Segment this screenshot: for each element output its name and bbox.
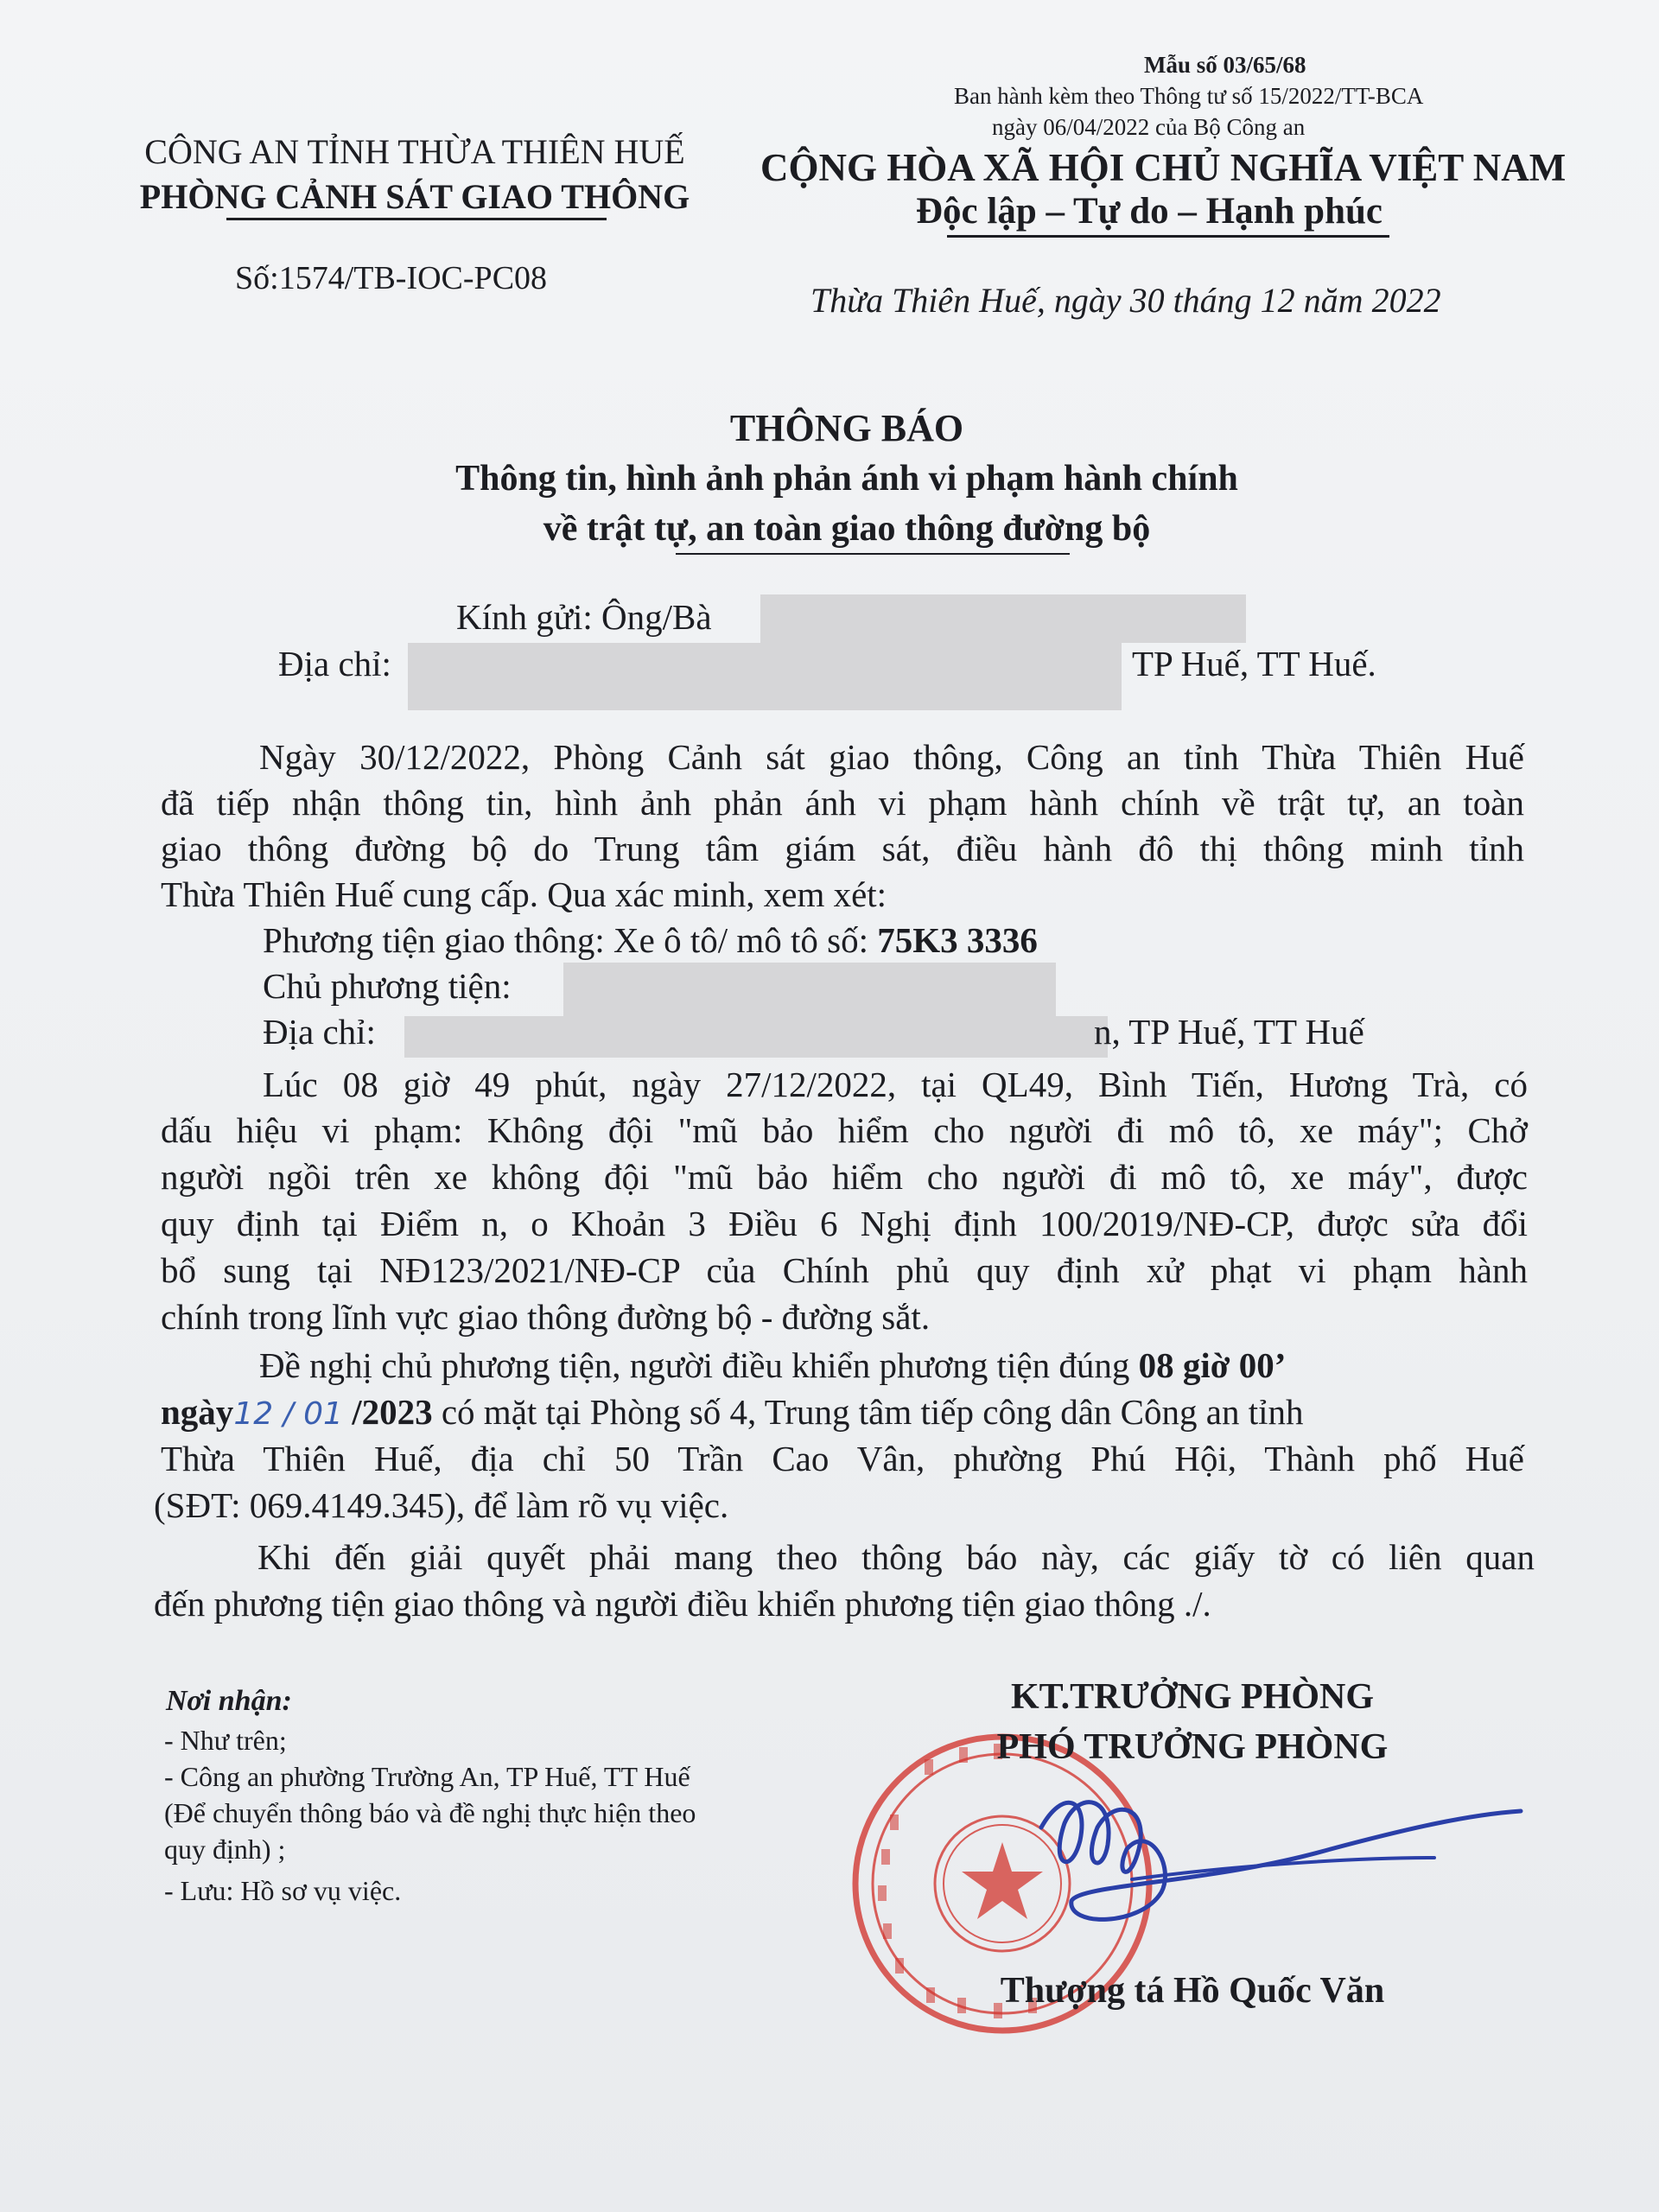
paragraph-2-line-1: Lúc 08 giờ 49 phút, ngày 27/12/2022, tại QL49, Bình Tiến, Hương Trà, có bbox=[263, 1065, 1528, 1104]
signer-name: Thượng tá Hồ Quốc Văn bbox=[1000, 1971, 1385, 2011]
recipient-line-3: (Để chuyển thông báo và đề nghị thực hiện theo bbox=[164, 1797, 696, 1828]
paragraph-2-line-4: quy định tại Điểm n, o Khoản 3 Điều 6 Nghị định 100/2019/NĐ-CP, được sửa đổi bbox=[161, 1204, 1528, 1243]
appointment-place: có mặt tại Phòng số 4, Trung tâm tiếp công dân Công an tỉnh bbox=[432, 1392, 1304, 1432]
agency-parent: CÔNG AN TỈNH THỪA THIÊN HUẾ bbox=[144, 132, 685, 171]
owner-address-tail: n, TP Huế, TT Huế bbox=[1094, 1012, 1364, 1052]
form-issued-line-1: Ban hành kèm theo Thông tư số 15/2022/TT-BCA bbox=[954, 83, 1424, 109]
form-code: Mẫu số 03/65/68 bbox=[1144, 52, 1306, 78]
vehicle-label: Phương tiện giao thông: Xe ô tô/ mô tô số: bbox=[263, 920, 878, 960]
greeting: Kính gửi: Ông/Bà bbox=[456, 597, 712, 637]
paragraph-1-line-3: giao thông đường bộ do Trung tâm giám sát, điều hành đô thị thông minh tỉnh bbox=[161, 829, 1524, 868]
paragraph-1-line-1: Ngày 30/12/2022, Phòng Cảnh sát giao thông, Công an tỉnh Thừa Thiên Huế bbox=[259, 737, 1524, 777]
recipient-line-5: - Lưu: Hồ sơ vụ việc. bbox=[164, 1875, 402, 1906]
address-label: Địa chỉ: bbox=[278, 644, 391, 683]
signatory-title-1: KT.TRƯỞNG PHÒNG bbox=[1011, 1677, 1374, 1717]
paragraph-4-line-1: Khi đến giải quyết phải mang theo thông báo này, các giấy tờ có liên quan bbox=[257, 1537, 1535, 1577]
handwritten-date: 12 / 01 bbox=[233, 1396, 343, 1432]
paragraph-3-line-4: (SĐT: 069.4149.345), để làm rõ vụ việc. bbox=[154, 1485, 729, 1525]
recipient-line-4: quy định) ; bbox=[164, 1834, 286, 1865]
signatory-title-2: PHÓ TRƯỞNG PHÒNG bbox=[996, 1727, 1389, 1767]
recipients-heading: Nơi nhận: bbox=[166, 1685, 292, 1717]
agency-name: PHÒNG CẢNH SÁT GIAO THÔNG bbox=[139, 177, 690, 216]
paragraph-2-line-6: chính trong lĩnh vực giao thông đường bộ - đường sắt. bbox=[161, 1297, 931, 1337]
appointment-year: /2023 bbox=[342, 1392, 433, 1432]
document-title: THÔNG BÁO bbox=[729, 407, 964, 449]
paragraph-2-line-3: người ngồi trên xe không đội "mũ bảo hiểm cho người đi mô tô, xe máy", được bbox=[161, 1157, 1528, 1197]
paragraph-1-line-4: Thừa Thiên Huế cung cấp. Qua xác minh, xem xét: bbox=[161, 874, 887, 914]
paragraph-1-line-2: đã tiếp nhận thông tin, hình ảnh phản ánh vi phạm hành chính về trật tự, an toàn bbox=[161, 783, 1524, 823]
national-motto: Độc lập – Tự do – Hạnh phúc bbox=[916, 191, 1382, 232]
document-subtitle-2: về trật tự, an toàn giao thông đường bộ bbox=[543, 509, 1151, 549]
nation-name: CỘNG HÒA XÃ HỘI CHỦ NGHĨA VIỆT NAM bbox=[760, 146, 1567, 189]
paragraph-4-line-2: đến phương tiện giao thông và người điều khiển phương tiện giao thông ./. bbox=[154, 1584, 1211, 1624]
recipient-line-1: - Như trên; bbox=[164, 1725, 287, 1756]
owner-address-label: Địa chỉ: bbox=[263, 1012, 376, 1052]
request-text: Đề nghị chủ phương tiện, người điều khiển phương tiện đúng bbox=[259, 1345, 1139, 1385]
recipient-line-2: - Công an phường Trường An, TP Huế, TT Huế bbox=[164, 1761, 690, 1792]
paragraph-2-line-2: dấu hiệu vi phạm: Không đội "mũ bảo hiểm cho người đi mô tô, xe máy"; Chở bbox=[161, 1110, 1528, 1150]
paragraph-3-line-3: Thừa Thiên Huế, địa chỉ 50 Trần Cao Vân, phường Phú Hội, Thành phố Huế bbox=[161, 1439, 1524, 1478]
form-issued-line-2: ngày 06/04/2022 của Bộ Công an bbox=[992, 114, 1306, 140]
place-date: Thừa Thiên Huế, ngày 30 tháng 12 năm 2022 bbox=[810, 281, 1441, 320]
date-prefix: ngày bbox=[161, 1392, 234, 1432]
address-tail: TP Huế, TT Huế. bbox=[1132, 644, 1376, 683]
document-subtitle-1: Thông tin, hình ảnh phản ánh vi phạm hành chính bbox=[455, 459, 1238, 499]
vehicle-plate: 75K3 3336 bbox=[877, 920, 1038, 960]
owner-label: Chủ phương tiện: bbox=[263, 966, 512, 1006]
paragraph-2-line-5: bổ sung tại NĐ123/2021/NĐ-CP của Chính phủ quy định xử phạt vi phạm hành bbox=[161, 1250, 1528, 1290]
document-number: Số:1574/TB-IOC-PC08 bbox=[235, 260, 548, 296]
appointment-time: 08 giờ 00’ bbox=[1138, 1345, 1287, 1385]
